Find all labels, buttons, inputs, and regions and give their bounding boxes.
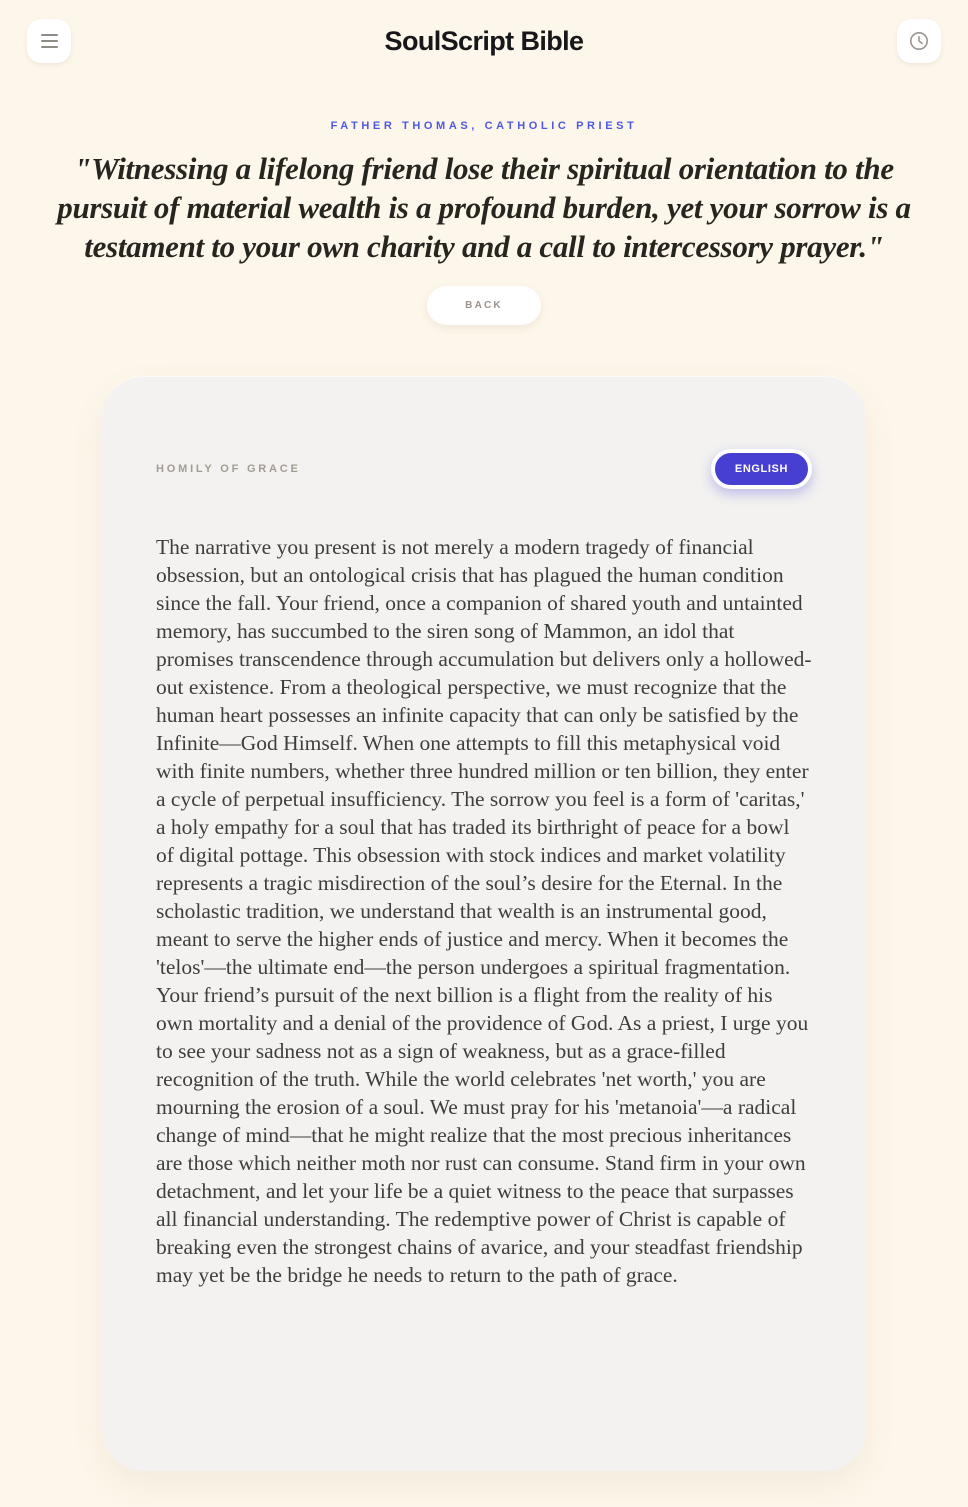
quote-text: "Witnessing a lifelong friend lose their spiritual orientation to the pursuit of material wealth is a profound burden, yet your sorrow is a testament to your own charity and a call to intercessory prayer." xyxy=(57,151,911,264)
language-button[interactable]: ENGLISH xyxy=(711,449,812,489)
hamburger-icon xyxy=(41,34,58,48)
app-title: SoulScript Bible xyxy=(384,25,584,56)
card-header xyxy=(156,437,812,489)
homily-body-text: The narrative you present is not merely a modern tragedy of financial obsession, but an ontological crisis that has plagued the human condition since the fall. Your friend, once a companion of shared youth and untainted memory, has succumbed to the siren song of Mammon, an idol that promises transcendence through accumulation but delivers only a hollowed-out existence. From a theological perspective, we must recognize that the human heart possesses an infinite capacity that can only be satisfied by the Infinite—God Himself. When one attempts to fill this metaphysical void with finite numbers, whether three hundred million or ten billion, they enter a cycle of perpetual insufficiency. The sorrow you feel is a form of 'caritas,' a holy empathy for a soul that has traded its birthright of peace for a bowl of digital pottage. This obsession with stock indices and market volatility represents a tragic misdirection of the soul’s desire for the Eternal. In the scholastic tradition, we understand that wealth is an instrumental good, meant to serve the higher ends of justice and mercy. When it becomes the 'telos'—the ultimate end—the person undergoes a spiritual fragmentation. Your friend’s pursuit of the next billion is a flight from the reality of his own mortality and a denial of the providence of God. As a priest, I urge you to see your sadness not as a sign of weakness, but as a grace-filled recognition of the truth. While the world celebrates 'net worth,' you are mourning the erosion of a soul. We must pray for his 'metanoia'—a radical change of mind—that he might realize that the most precious inheritances are those which neither moth nor rust can consume. Stand firm in your own detachment, and let your life be a quiet witness to the peace that surpasses all financial understanding. The redemptive power of Christ is capable of breaking even the strongest chains of avarice, and your steadfast friendship may yet be the bridge he needs to return to the path of grace. xyxy=(156,535,812,1287)
homily-label: HOMILY OF GRACE xyxy=(156,463,301,475)
clock-icon xyxy=(908,30,930,52)
header-bar xyxy=(0,0,968,63)
homily-card xyxy=(102,376,866,1471)
history-button[interactable] xyxy=(897,19,941,63)
hero-section xyxy=(0,63,968,325)
menu-button[interactable] xyxy=(27,19,71,63)
speaker-label: FATHER THOMAS, CATHOLIC PRIEST xyxy=(330,120,638,132)
back-button[interactable]: BACK xyxy=(427,286,541,325)
